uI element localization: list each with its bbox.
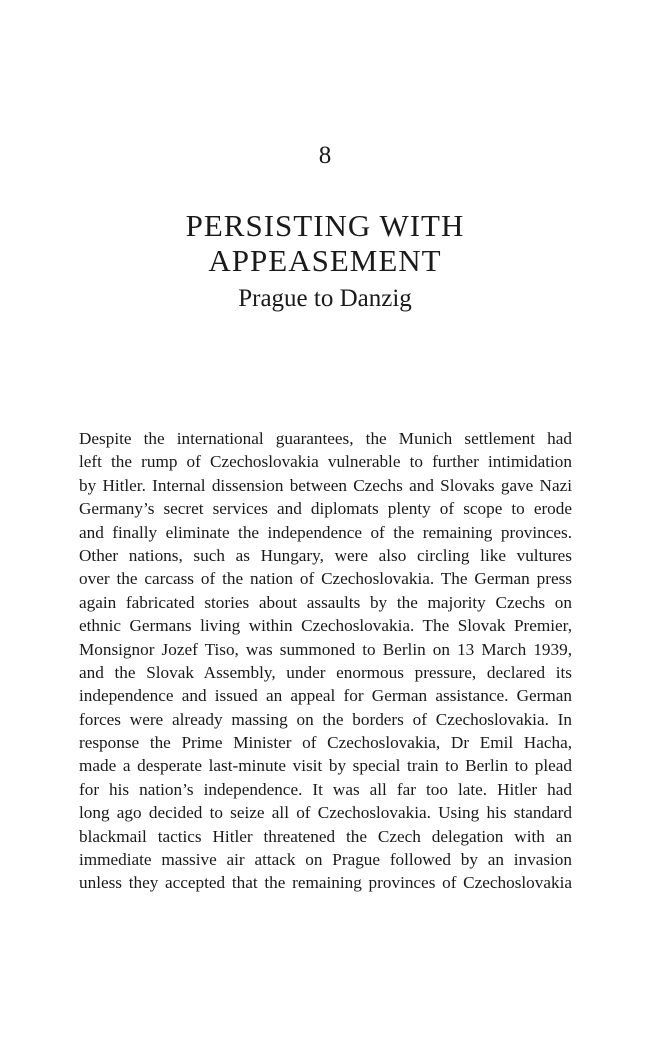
- body-line: Monsignor Jozef Tiso, was summoned to Berlin on 13 March 1939,: [79, 639, 572, 659]
- body-line: blackmail tactics Hitler threatened the Czech delegation with an: [79, 826, 572, 846]
- body-line: and the Slovak Assembly, under enormous pressure, declared its: [79, 662, 572, 682]
- body-line: unless they accepted that the remaining provinces of Czechoslovakia: [79, 873, 572, 893]
- body-line: Despite the international guarantees, the Munich settlement had: [79, 429, 572, 448]
- body-line: ethnic Germans living within Czechoslovakia. The Slovak Premier,: [79, 616, 572, 636]
- chapter-title: [0, 208, 650, 278]
- body-line: and finally eliminate the independence of the remaining provinces.: [79, 522, 572, 542]
- body-line: independence and issued an appeal for German assistance. German: [79, 686, 572, 706]
- body-line: forces were already massing on the borders of Czechoslovakia. In: [79, 709, 572, 729]
- body-line: by Hitler. Internal dissension between Czechs and Slovaks gave Nazi: [79, 475, 572, 495]
- chapter-number: 8: [318, 142, 332, 169]
- body-line: over the carcass of the nation of Czechoslovakia. The German press: [79, 569, 572, 589]
- body-line: Germany’s secret services and diplomats plenty of scope to erode: [79, 499, 572, 519]
- body-line: immediate massive air attack on Prague followed by an invasion: [79, 850, 572, 870]
- chapter-title-line: APPEASEMENT: [208, 243, 442, 278]
- body-line: for his nation’s independence. It was all far too late. Hitler had: [79, 779, 572, 799]
- body-line: left the rump of Czechoslovakia vulnerable to further intimidation: [79, 452, 572, 472]
- body-text: [79, 427, 572, 895]
- chapter-subtitle: Prague to Danzig: [238, 285, 412, 312]
- body-line: response the Prime Minister of Czechoslovakia, Dr Emil Hacha,: [79, 733, 572, 753]
- body-line: Other nations, such as Hungary, were also circling like vultures: [79, 545, 572, 565]
- body-line: made a desperate last-minute visit by special train to Berlin to plead: [79, 756, 572, 776]
- body-line: again fabricated stories about assaults by the majority Czechs on: [79, 592, 572, 612]
- body-line: long ago decided to seize all of Czechoslovakia. Using his standard: [79, 803, 572, 823]
- chapter-title-line: PERSISTING WITH: [185, 208, 465, 243]
